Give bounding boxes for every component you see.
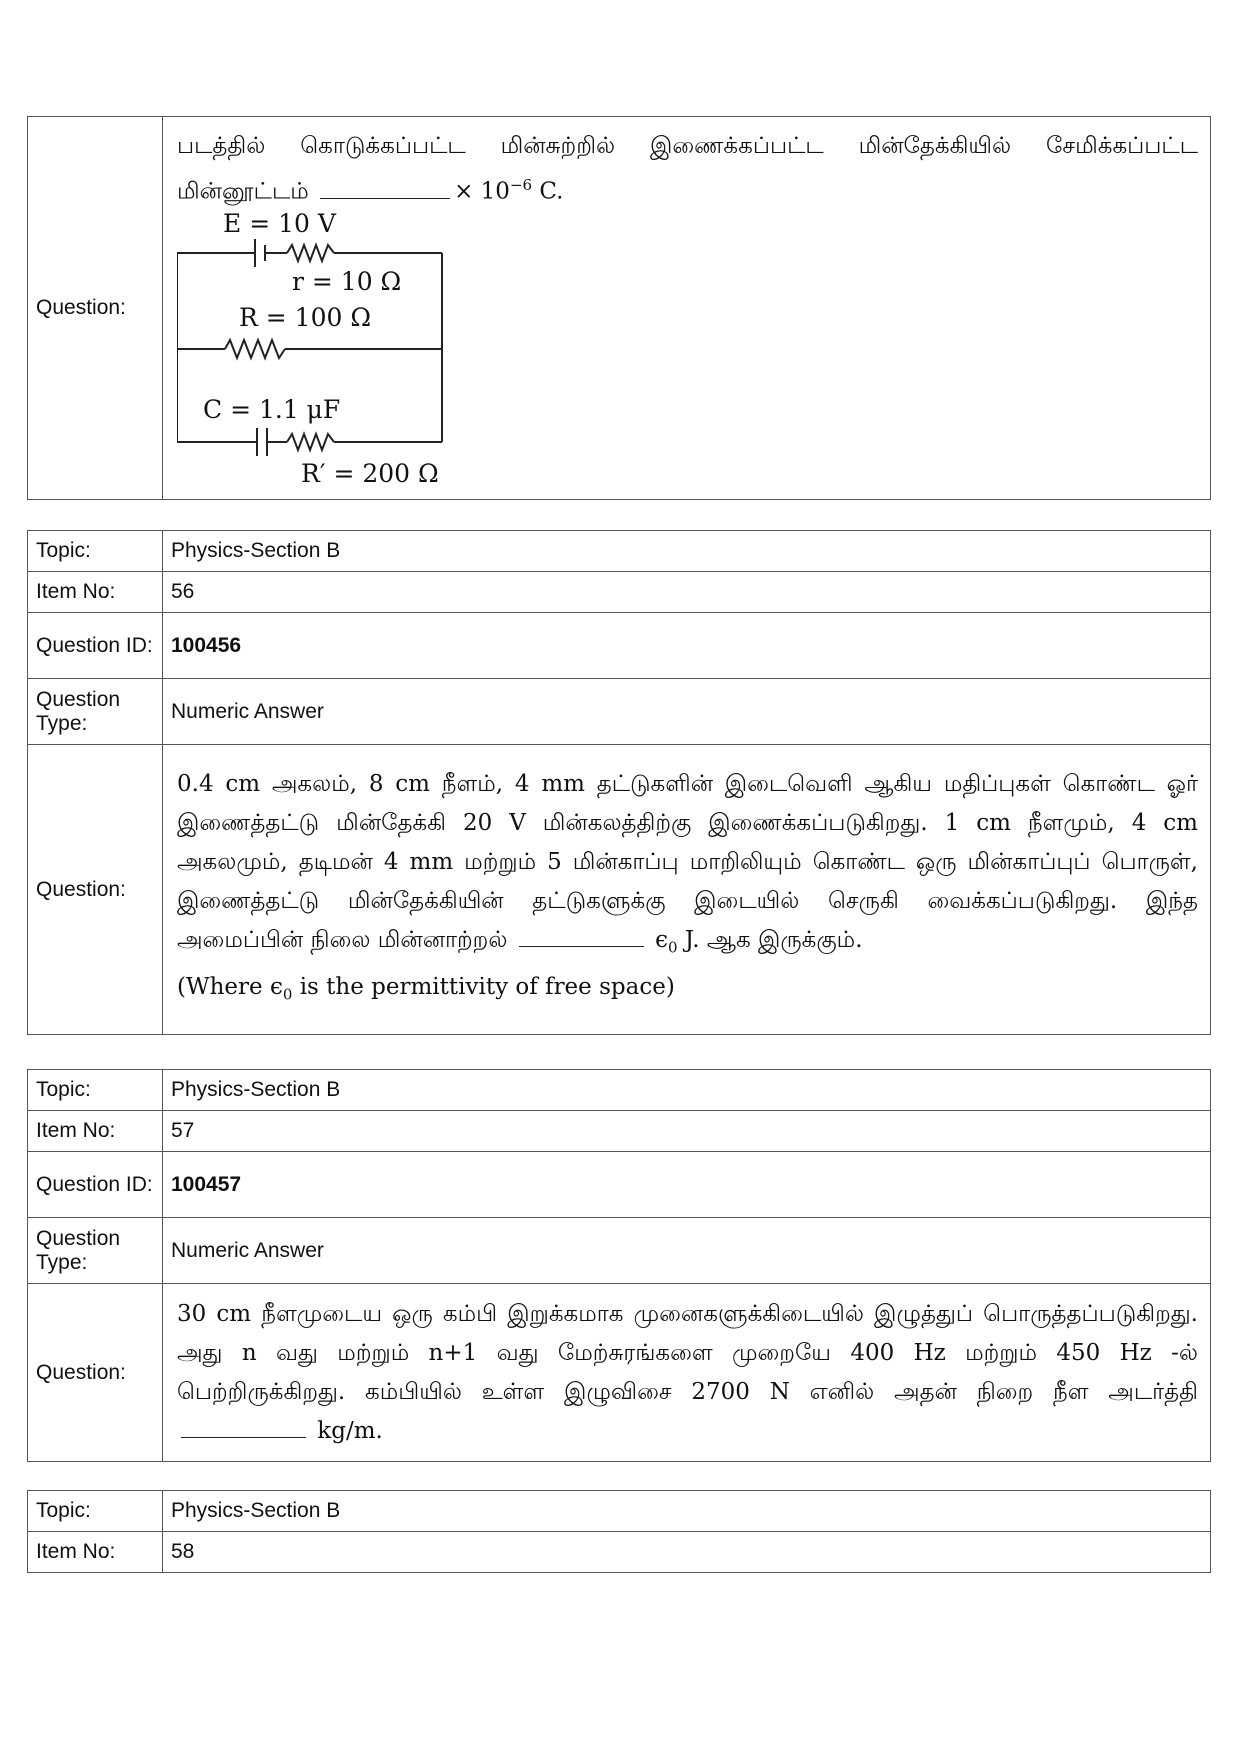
item-no-label: Item No: (28, 1532, 163, 1573)
item-56-block (27, 530, 1211, 1035)
question-label: Question: (28, 1284, 163, 1462)
topic-label: Topic: (28, 531, 163, 572)
answer-blank (181, 1437, 306, 1438)
internal-resistor (287, 245, 334, 261)
question-55-statement: படத்தில் கொடுக்கப்பட்ட மின்சுற்றில் இணைக்கப்பட்ட மின்தேக்கியில் சேமிக்கப்பட்ட மின்னூட்டம் (177, 133, 1198, 205)
answer-blank (519, 946, 644, 947)
question-type-label: Question Type: (28, 679, 163, 745)
capacitance-label: C = 1.1 μF (203, 394, 341, 424)
topic-value: Physics-Section B (163, 1070, 1211, 1111)
item-no-value: 57 (163, 1111, 1211, 1152)
question-57-statement: 30 cm நீளமுடைய ஒரு கம்பி இறுக்கமாக முனைகளுக்கிடையில் இழுத்துப் பொருத்தப்படுகிறது. அது n வது மற்றும் n+1 வது மேற்சுரங்களை முறையே 400 Hz மற்றும் 450 Hz -ல் பெற்றிருக்கிறது. கம்பியில் உள்ள இழுவிசை 2700 N எனில் அதன் நிறை நீள அடர்த்தி (177, 1300, 1198, 1405)
question-55-block (27, 116, 1211, 500)
question-id-value: 100456 (163, 613, 1211, 679)
circuit-diagram (177, 212, 1198, 492)
emf-label: E = 10 V (223, 211, 336, 238)
item-58-block (27, 1490, 1211, 1573)
question-55-content (163, 117, 1211, 500)
topic-label: Topic: (28, 1070, 163, 1111)
topic-value: Physics-Section B (163, 531, 1211, 572)
topic-label: Topic: (28, 1491, 163, 1532)
question-type-value: Numeric Answer (163, 1218, 1211, 1284)
question-55-exponent: −6 (509, 176, 533, 194)
resistor-R (225, 340, 285, 358)
item-no-value: 56 (163, 572, 1211, 613)
question-label: Question: (28, 117, 163, 500)
question-56-statement: 0.4 cm அகலம், 8 cm நீளம், 4 mm தட்டுகளின் இடைவெளி ஆகிய மதிப்புகள் கொண்ட ஓர் இணைத்தட்டு மின்தேக்கி 20 V மின்கலத்திற்கு இணைக்கப்படுகிறது. 1 cm நீளமும், 4 cm அகலமும், தடிமன் 4 mm மற்றும் 5 மின்காப்பு மாறிலியும் கொண்ட ஒரு மின்காப்புப் பொருள், இணைத்தட்டு மின்தேக்கியின் தட்டுகளுக்கு இடையில் செருகி வைக்கப்படுகிறது. இந்த அமைப்பின் நிலை மின்னாற்றல் (177, 770, 1198, 953)
question-55-text (177, 127, 1198, 212)
item-no-label: Item No: (28, 1111, 163, 1152)
permittivity-symbol: ϵ (655, 926, 668, 953)
item-57-block (27, 1069, 1211, 1462)
question-type-label: Question Type: (28, 1218, 163, 1284)
question-56-unit: J. ஆக இருக்கும். (677, 926, 863, 953)
question-55-multiplier: × 10 (454, 178, 510, 205)
permittivity-subscript: 0 (667, 938, 678, 957)
question-57-unit: kg/m. (310, 1417, 383, 1444)
question-55-unit: C. (532, 178, 564, 205)
circuit-svg (177, 212, 497, 494)
question-id-label: Question ID: (28, 613, 163, 679)
question-56-note: (Where $\epsilon_0$ is the permittivity of free space) (177, 973, 675, 1004)
answer-blank (320, 198, 450, 199)
question-label: Question: (28, 745, 163, 1035)
question-id-label: Question ID: (28, 1152, 163, 1218)
question-id-value: 100457 (163, 1152, 1211, 1218)
internal-resistance-label: r = 10 Ω (292, 266, 402, 296)
resistance-R-label: R = 100 Ω (239, 302, 372, 332)
topic-value: Physics-Section B (163, 1491, 1211, 1532)
resistance-R-prime-label: R′ = 200 Ω (301, 458, 439, 488)
resistor-R-prime (287, 434, 334, 450)
item-no-label: Item No: (28, 572, 163, 613)
question-57-text (163, 1284, 1211, 1462)
question-type-value: Numeric Answer (163, 679, 1211, 745)
question-56-text (163, 745, 1211, 1035)
item-no-value: 58 (163, 1532, 1211, 1573)
